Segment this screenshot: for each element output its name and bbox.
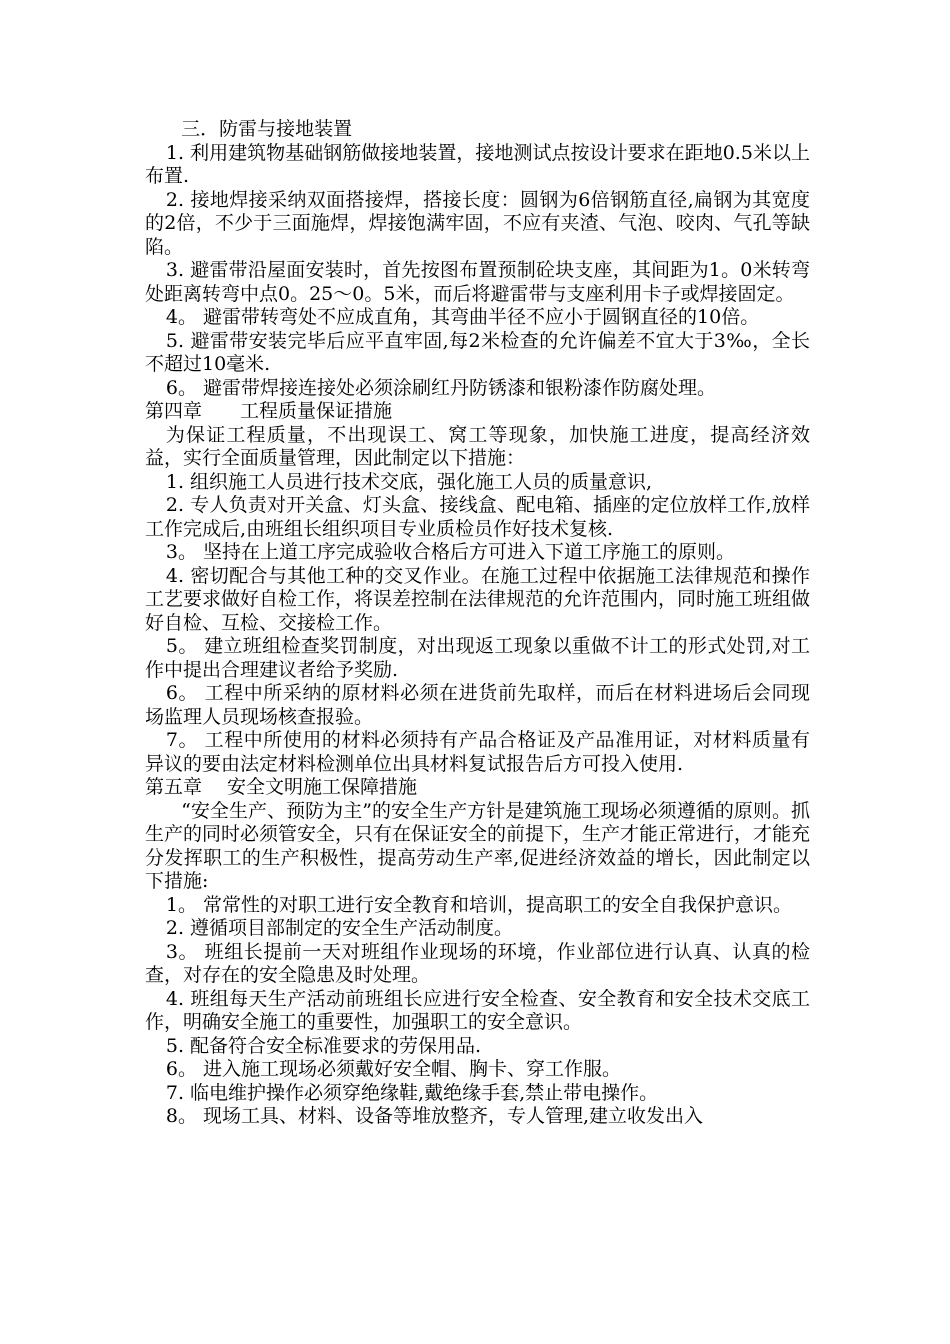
paragraph-item: 8。 现场工具、材料、设备等堆放整齐，专人管理,建立收发出入 [165, 1105, 704, 1127]
chapter-heading-quality: 第四章 工程质量保证措施 [145, 400, 393, 422]
paragraph-item: 4. 班组每天生产活动前班组长应进行安全检查、安全教育和安全技术交底工作，明确安全施工的重要性，加强职工的安全意识。 [145, 987, 810, 1033]
paragraph-item: 1。 常常性的对职工进行安全教育和培训，提高职工的安全自我保护意识。 [165, 893, 793, 916]
paragraph-item: 1. 利用建筑物基础钢筋做接地装置，接地测试点按设计要求在距地0.5米以上布置. [145, 141, 810, 187]
paragraph-item: 2. 专人负责对开关盒、灯头盒、接线盒、配电箱、插座的定位放样工作,放样工作完成后,由班组长组织项目专业质检员作好技术复核. [145, 494, 810, 540]
paragraph-item: 2. 遵循项目部制定的安全生产活动制度。 [165, 917, 514, 939]
paragraph-intro: “安全生产、预防为主”的安全生产方针是建筑施工现场必须遵循的原则。抓生产的同时必须管安全，只有在保证安全的前提下，生产才能正常进行，才能充分发挥职工的生产积极性，提高劳动生产率,促进经济效益的增长，因此制定以下措施: [145, 799, 811, 892]
paragraph-item: 4。 避雷带转弯处不应成直角，其弯曲半径不应小于圆钢直径的10倍。 [165, 306, 760, 328]
paragraph-item: 7。 工程中所使用的材料必须持有产品合格证及产品准用证，对材料质量有异议的要由法定材料检测单位出具材料复试报告后方可投入使用. [145, 729, 810, 775]
document-body [145, 118, 810, 1129]
paragraph-item: 6。 避雷带焊接连接处必须涂刷红丹防锈漆和银粉漆作防腐处理。 [165, 376, 717, 399]
paragraph-item: 3。 坚持在上道工序完成验收合格后方可进入下道工序施工的原则。 [165, 541, 736, 563]
paragraph-item: 3。 班组长提前一天对班组作业现场的环境，作业部位进行认真、认真的检查，对存在的安全隐患及时处理。 [145, 940, 810, 986]
paragraph-intro: 为保证工程质量，不出现误工、窝工等现象，加快施工进度，提高经济效益，实行全面质量管理，因此制定以下措施： [145, 423, 810, 469]
paragraph-item: 6。 进入施工现场必须戴好安全帽、胸卡、穿工作服。 [165, 1058, 622, 1080]
paragraph-item: 7. 临电维护操作必须穿绝缘鞋,戴绝缘手套,禁止带电操作。 [165, 1081, 659, 1104]
paragraph-item: 3. 避雷带沿屋面安装时，首先按图布置预制砼块支座，其间距为1。0米转弯处距离转弯中点0。25～0。5米，而后将避雷带与支座利用卡子或焊接固定。 [145, 259, 810, 305]
paragraph-item: 5. 避雷带安装完毕后应平直牢固,每2米检查的允许偏差不宜大于3‰，全长不超过10毫米. [145, 329, 810, 375]
section-heading-lightning-grounding: 三．防雷与接地装置 [181, 118, 353, 140]
chapter-heading-safety: 第五章 安全文明施工保障措施 [145, 776, 418, 798]
paragraph-item: 5。 建立班组检查奖罚制度，对出现返工现象以重做不计工的形式处罚,对工作中提出合理建议者给予奖励. [145, 635, 810, 681]
paragraph-item: 2. 接地焊接采纳双面搭接焊，搭接长度：圆钢为6倍钢筋直径,扁钢为其宽度的2倍，不少于三面施焊，焊接饱满牢固，不应有夹渣、气泡、咬肉、气孔等缺陷。 [145, 188, 810, 258]
paragraph-item: 6。 工程中所采纳的原材料必须在进货前先取样，而后在材料进场后会同现场监理人员现场核查报验。 [145, 682, 810, 728]
paragraph-item: 1. 组织施工人员进行技术交底，强化施工人员的质量意识, [165, 470, 653, 493]
paragraph-item: 5. 配备符合安全标准要求的劳保用品. [165, 1034, 482, 1057]
paragraph-item: 4. 密切配合与其他工种的交叉作业。在施工过程中依据施工法律规范和操作工艺要求做好自检工作，将误差控制在法律规范的允许范围内，同时施工班组做好自检、互检、交接检工作。 [145, 564, 811, 634]
